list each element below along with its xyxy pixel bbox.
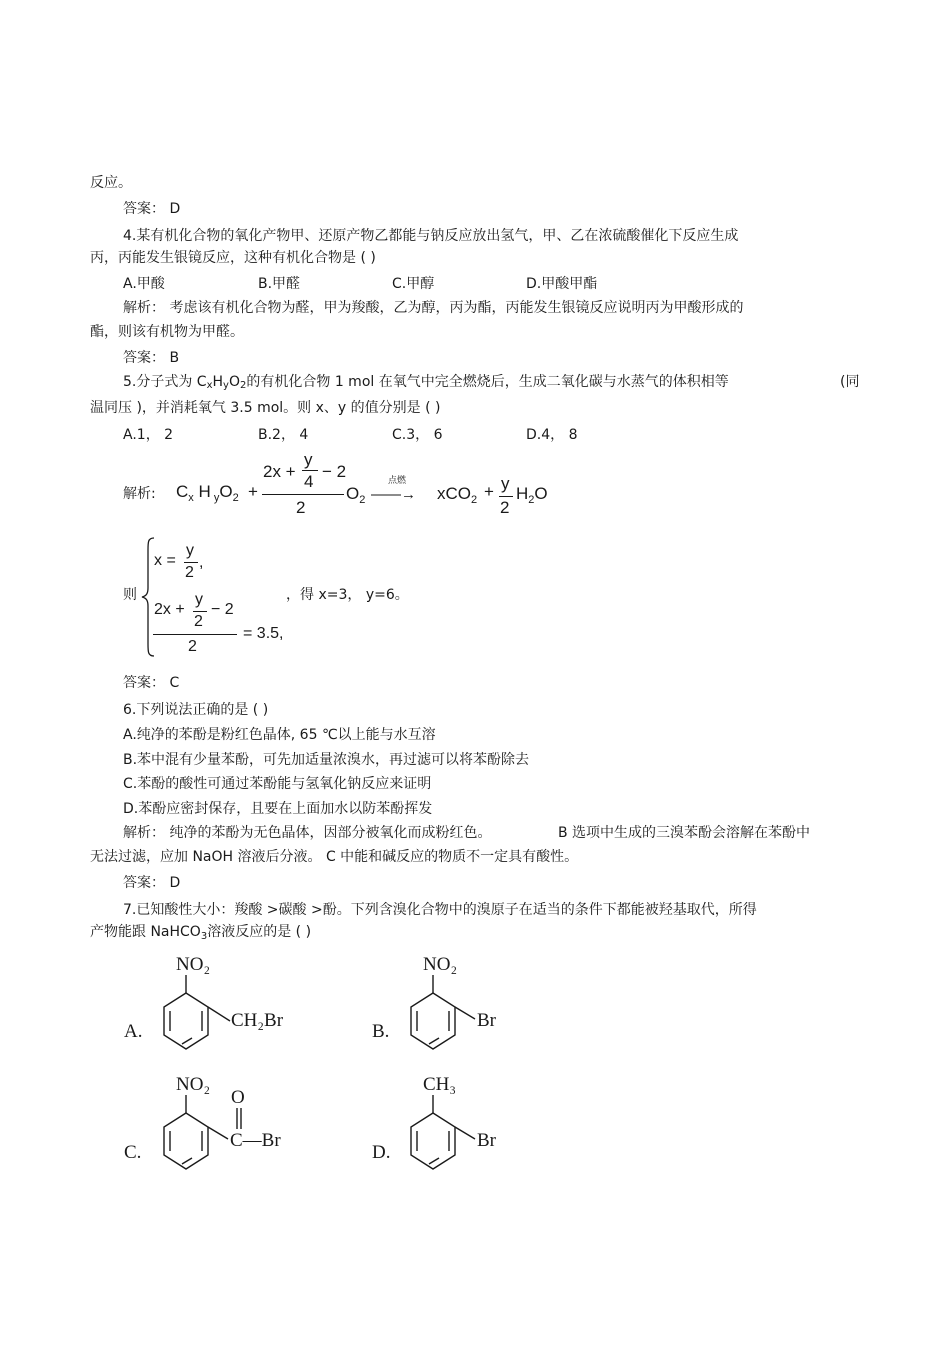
q4-option-d: D.甲酸甲酯 xyxy=(526,276,598,292)
structure-c-top: NO₂ xyxy=(176,1074,211,1095)
q5-stem-line1-prefix: 5.分子式为 CxHyO2的有机化合物 1 mol 在氧气中完全燃烧后，生成二氧化碳与水蒸气的体积相等 xyxy=(123,374,729,391)
q5-stem-line2: 温同压 )，并消耗氧气 3.5 mol。则 x、y 的值分别是 ( ) xyxy=(90,400,441,416)
q5-eq-plus2: + xyxy=(484,482,494,501)
q7-stem-line2: 产物能跟 NaHCO$_3$溶液反应的是 ( ) xyxy=(90,924,312,942)
q5-option-a: A.1， 2 xyxy=(123,427,174,443)
q5-analysis-label: 解析: xyxy=(123,486,156,502)
q5-system-eq2-2: 2 xyxy=(194,613,203,630)
q6-option-b: B.苯中混有少量苯酚，可先加适量浓溴水，再过滤可以将苯酚除去 xyxy=(123,752,530,768)
q6-analysis-line2: 无法过滤，应加 NaOH 溶液后分液。 C 中能和碱反应的物质不一定具有酸性。 xyxy=(90,849,579,865)
q5-eq-o2: $O_2$ xyxy=(346,484,366,506)
q5-eq-main-fraction-bar xyxy=(262,494,344,495)
structure-b-side: Br xyxy=(477,1010,496,1031)
structure-d-ring xyxy=(411,1095,475,1169)
q5-eq-reactant: $C_x$ H $_yO_2$ xyxy=(176,482,239,504)
q5-system-result: ，得 x=3， y=6。 xyxy=(286,587,409,603)
q3-answer: 答案： D xyxy=(123,201,181,217)
q5-eq-plus1: + xyxy=(248,482,258,501)
q4-analysis-line2: 酯，则该有机物为甲醛。 xyxy=(90,324,244,340)
q5-eq-condition: 点燃 xyxy=(388,476,407,486)
q5-eq-frac-y: y xyxy=(501,474,510,493)
q7-structures xyxy=(110,945,530,1195)
q6-option-d: D.苯酚应密封保存，且要在上面加水以防苯酚挥发 xyxy=(123,801,433,817)
q6-option-c: C.苯酚的酸性可通过苯酚能与氢氧化钠反应来证明 xyxy=(123,776,432,792)
q5-system-eq2-y: y xyxy=(195,591,203,608)
q5-option-b: B.2， 4 xyxy=(258,427,309,443)
q5-eq-arrow: ——→ xyxy=(371,486,416,503)
q5-system-eq2-main-bar xyxy=(153,634,237,635)
structure-a-ring xyxy=(164,975,230,1049)
q4-stem-line1: 4.某有机化合物的氧化产物甲、还原产物乙都能与钠反应放出氢气，甲、乙在浓硫酸催化下反应生成 xyxy=(123,228,739,244)
structure-b-label: B. xyxy=(372,1021,390,1042)
q5-eq-h2o-fraction-bar xyxy=(499,496,513,497)
q5-eq-product-h2o: $H_2O$ xyxy=(516,484,548,506)
q5-option-c: C.3， 6 xyxy=(392,427,443,443)
q5-system-eq1-2: 2 xyxy=(185,564,194,581)
structure-b-ring xyxy=(411,975,475,1049)
q5-system-eq1-lhs: x = xyxy=(154,552,176,569)
q5-system-eq2-den: 2 xyxy=(188,638,197,655)
structure-a-label: A. xyxy=(124,1021,143,1042)
q5-eq-num-tail: − 2 xyxy=(322,462,347,481)
q4-answer: 答案： B xyxy=(123,350,180,366)
structure-c-label: C. xyxy=(124,1142,142,1163)
q4-stem-line2: 丙，丙能发生银镜反应，这种有机化合物是 ( ) xyxy=(90,250,376,266)
q5-system-label: 则 xyxy=(123,587,137,603)
q5-system-eq2-num: 2x + xyxy=(154,601,185,618)
q5-eq-num-y: y xyxy=(304,450,313,469)
q6-analysis-line1: 解析： 纯净的苯酚为无色晶体，因部分被氧化而成粉红色。 xyxy=(123,825,492,841)
q4-option-b: B.甲醛 xyxy=(258,276,301,292)
q5-eq-num-4: 4 xyxy=(304,472,314,491)
q5-eq-frac-2: 2 xyxy=(500,498,510,517)
q6-stem: 6.下列说法正确的是 ( ) xyxy=(123,702,269,718)
structure-a-side: CH₂Br xyxy=(231,1010,284,1031)
q5-system-eq2-rhs: = 3.5, xyxy=(243,625,284,642)
q5-eq-product-co2: xCO$_2$ xyxy=(437,484,478,506)
q5-system-eq1-y: y xyxy=(186,542,194,559)
q5-option-d: D.4， 8 xyxy=(526,427,578,443)
q4-analysis-line1: 解析： 考虑该有机化合物为醛，甲为羧酸，乙为醇，丙为酯，丙能发生银镜反应说明丙为甲酸形成的 xyxy=(123,300,744,316)
q5-answer: 答案： C xyxy=(123,675,180,691)
q5-eq-inner-fraction-bar xyxy=(302,470,318,471)
q6-option-a: A.纯净的苯酚是粉红色晶体, 65 ℃以上能与水互溶 xyxy=(123,727,436,743)
q3-tail-text: 反应。 xyxy=(90,175,132,191)
q7-stem-line1: 7.已知酸性大小：羧酸 >碳酸 >酚。下列含溴化合物中的溴原子在适当的条件下都能被羟基取代，所得 xyxy=(123,902,757,918)
q5-stem-line1-suffix: (同 xyxy=(840,374,860,390)
structure-d-top: CH₃ xyxy=(423,1074,457,1095)
structure-b-top: NO₂ xyxy=(423,954,458,975)
q5-eq-num-main: 2x + xyxy=(263,462,296,481)
structure-d-side: Br xyxy=(477,1130,496,1151)
structure-c-side: C—Br xyxy=(230,1130,281,1151)
q4-option-a: A.甲酸 xyxy=(123,276,165,292)
q5-eq-den: 2 xyxy=(296,498,306,517)
structure-c-oxygen: O xyxy=(231,1087,245,1108)
structure-d-label: D. xyxy=(372,1142,391,1163)
q6-analysis-line1-cont: B 选项中生成的三溴苯酚会溶解在苯酚中 xyxy=(558,825,811,841)
q5-system-eq1-comma: , xyxy=(199,554,204,571)
q4-option-c: C.甲醇 xyxy=(392,276,435,292)
q5-system-eq2-tail: − 2 xyxy=(211,601,234,618)
q6-answer: 答案： D xyxy=(123,875,181,891)
structure-a-top: NO₂ xyxy=(176,954,211,975)
